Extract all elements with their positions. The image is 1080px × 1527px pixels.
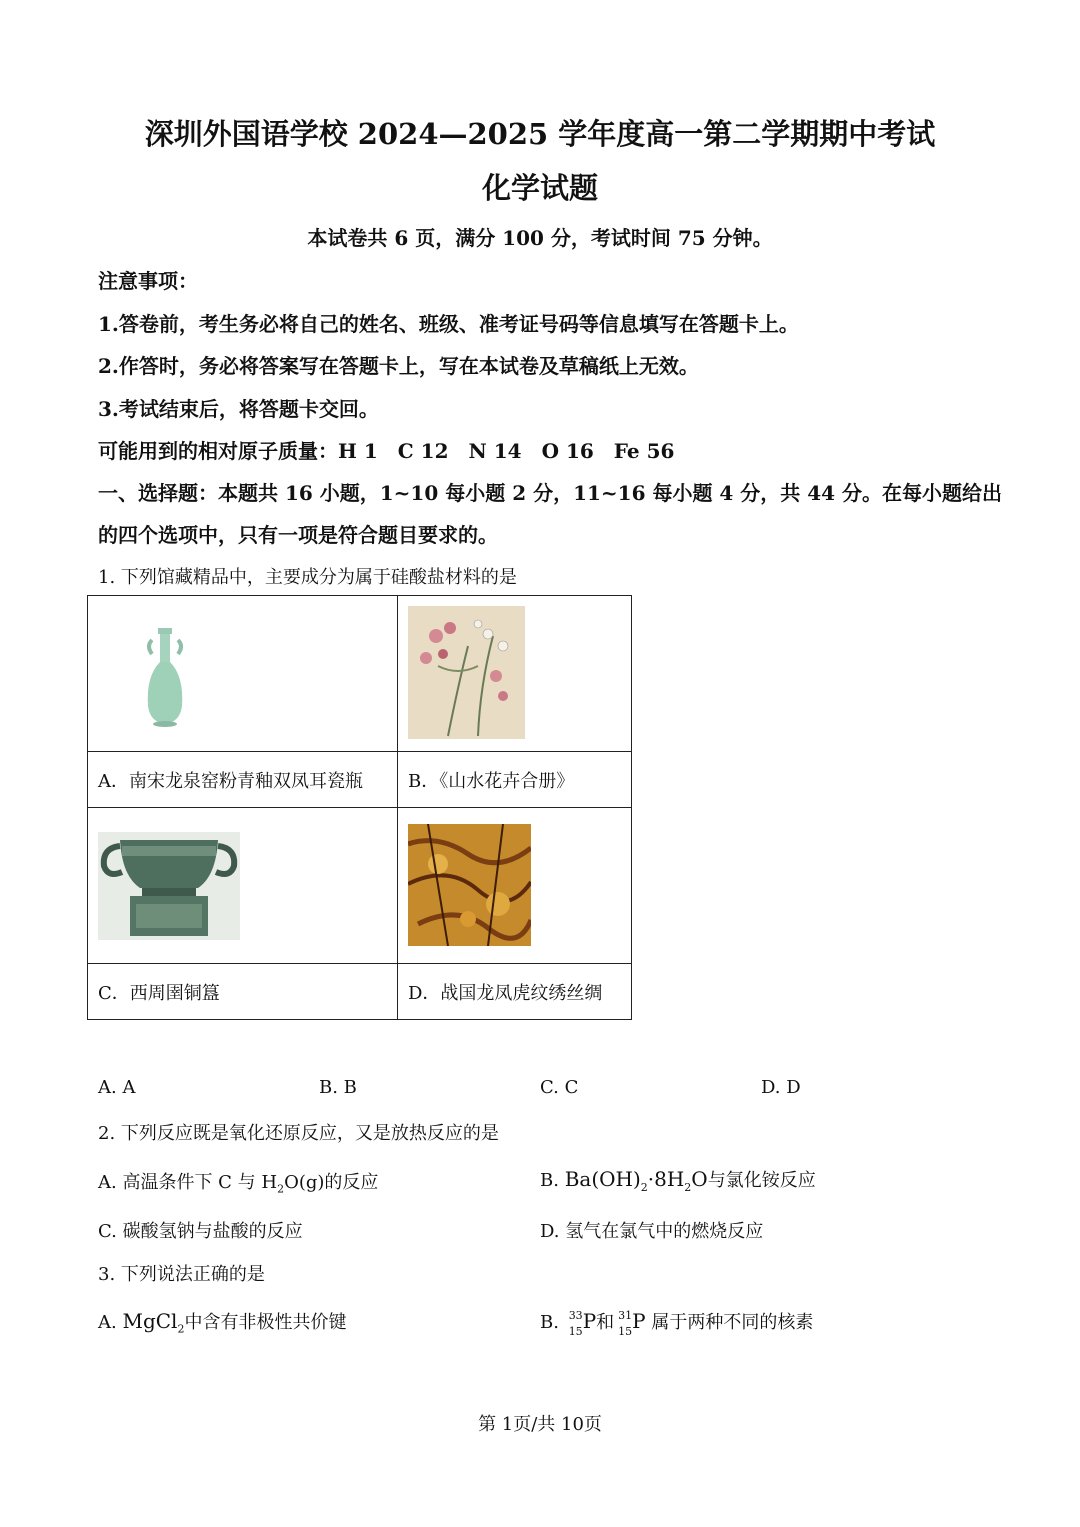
caption-c: C．西周圉铜簋 <box>88 964 398 1020</box>
notes-heading: 注意事项： <box>98 269 198 293</box>
note-item-1: 1.答卷前，考生务必将自己的姓名、班级、准考证号码等信息填写在答题卡上。 <box>98 312 799 336</box>
q1-option-c[interactable]: C. C <box>540 1077 579 1098</box>
q2-b-sub2: 2 <box>684 1181 692 1194</box>
q3-a-sub: 2 <box>177 1322 185 1336</box>
atomic-mass-line: 可能用到的相对原子质量：H 1 C 12 N 14 O 16 Fe 56 <box>98 439 675 463</box>
q1-option-b[interactable]: B. B <box>319 1077 357 1098</box>
cell-image-d <box>398 808 632 964</box>
q2-b-suffix: 与氯化铵反应 <box>707 1170 816 1191</box>
q2-b-sub1: 2 <box>640 1181 648 1194</box>
isotope-p33-mass: 33 <box>568 1309 583 1322</box>
isotope-p31-mass: 31 <box>618 1309 633 1322</box>
exam-intro: 本试卷共 6 页，满分 100 分，考试时间 75 分钟。 <box>307 226 773 250</box>
exam-title: 深圳外国语学校 2024—2025 学年度高一第二学期期中考试 <box>144 117 936 151</box>
q3-option-a[interactable] <box>98 1308 346 1336</box>
q2-b-formula <box>564 1167 708 1194</box>
q2-b-formula-oh: (OH) <box>591 1167 641 1191</box>
celadon-vase-image <box>124 626 204 728</box>
q2-b-formula-h: ·8H <box>647 1167 685 1191</box>
isotope-p33-indices <box>565 1309 583 1338</box>
q3-b-and: 和 <box>596 1312 615 1333</box>
q2-option-b[interactable] <box>540 1166 816 1194</box>
cell-image-c <box>88 808 398 964</box>
q3-option-b[interactable] <box>540 1308 814 1338</box>
isotope-p31-indices <box>614 1309 633 1338</box>
q1-stem: 1. 下列馆藏精品中，主要成分为属于硅酸盐材料的是 <box>98 567 517 588</box>
q3-stem: 3. 下列说法正确的是 <box>98 1264 265 1285</box>
flower-album-image <box>408 606 525 739</box>
caption-a: A．南宋龙泉窑粉青釉双凤耳瓷瓶 <box>88 752 398 808</box>
q1-option-table <box>87 595 632 1020</box>
q2-b-formula-ba: Ba <box>564 1167 592 1191</box>
q2-stem: 2. 下列反应既是氧化还原反应，又是放热反应的是 <box>98 1123 499 1144</box>
q2-option-a[interactable] <box>98 1168 378 1196</box>
section1-line2: 的四个选项中，只有一项是符合题目要求的。 <box>98 523 498 547</box>
q1-option-a[interactable]: A. A <box>98 1077 136 1098</box>
section1-line1: 一、选择题：本题共 16 小题，1~10 每小题 2 分，11~16 每小题 4 分，共 44 分。在每小题给出 <box>98 481 1003 505</box>
q3-b-prefix: B. <box>540 1312 559 1333</box>
q2-option-d[interactable]: D. 氢气在氯气中的燃烧反应 <box>540 1221 764 1242</box>
caption-d: D．战国龙凤虎纹绣丝绸 <box>398 964 632 1020</box>
q2-b-formula-o: O <box>691 1167 708 1191</box>
note-item-2: 2.作答时，务必将答案写在答题卡上，写在本试卷及草稿纸上无效。 <box>98 354 699 378</box>
isotope-p31-symbol: P <box>632 1309 646 1333</box>
bronze-gui-image <box>98 832 240 940</box>
q2-a-sub: 2 <box>277 1182 285 1196</box>
q1-option-d[interactable]: D. D <box>761 1077 801 1098</box>
cell-image-a <box>88 596 398 752</box>
q2-a-suffix: O(g)的反应 <box>284 1172 379 1193</box>
silk-embroidery-image <box>408 824 531 946</box>
exam-subtitle: 化学试题 <box>481 171 598 205</box>
q3-a-suffix: 中含有非极性共价键 <box>184 1312 347 1333</box>
q3-b-suffix: 属于两种不同的核素 <box>651 1312 814 1333</box>
q3-a-prefix: A. <box>98 1312 117 1333</box>
note-item-3: 3.考试结束后，将答题卡交回。 <box>98 397 379 421</box>
q2-option-c[interactable]: C. 碳酸氢钠与盐酸的反应 <box>98 1221 303 1242</box>
isotope-p33-z: 15 <box>568 1325 583 1338</box>
isotope-p33-symbol: P <box>582 1309 597 1333</box>
cell-image-b <box>398 596 632 752</box>
isotope-p31-z: 15 <box>618 1325 633 1338</box>
caption-b: B．《山水花卉合册》 <box>398 752 632 808</box>
q3-a-formula: MgCl <box>122 1309 178 1333</box>
q2-b-prefix: B. <box>540 1170 559 1191</box>
q2-a-prefix: A. 高温条件下 C 与 H <box>98 1172 278 1193</box>
page-footer: 第 1页/共 10页 <box>478 1414 602 1435</box>
